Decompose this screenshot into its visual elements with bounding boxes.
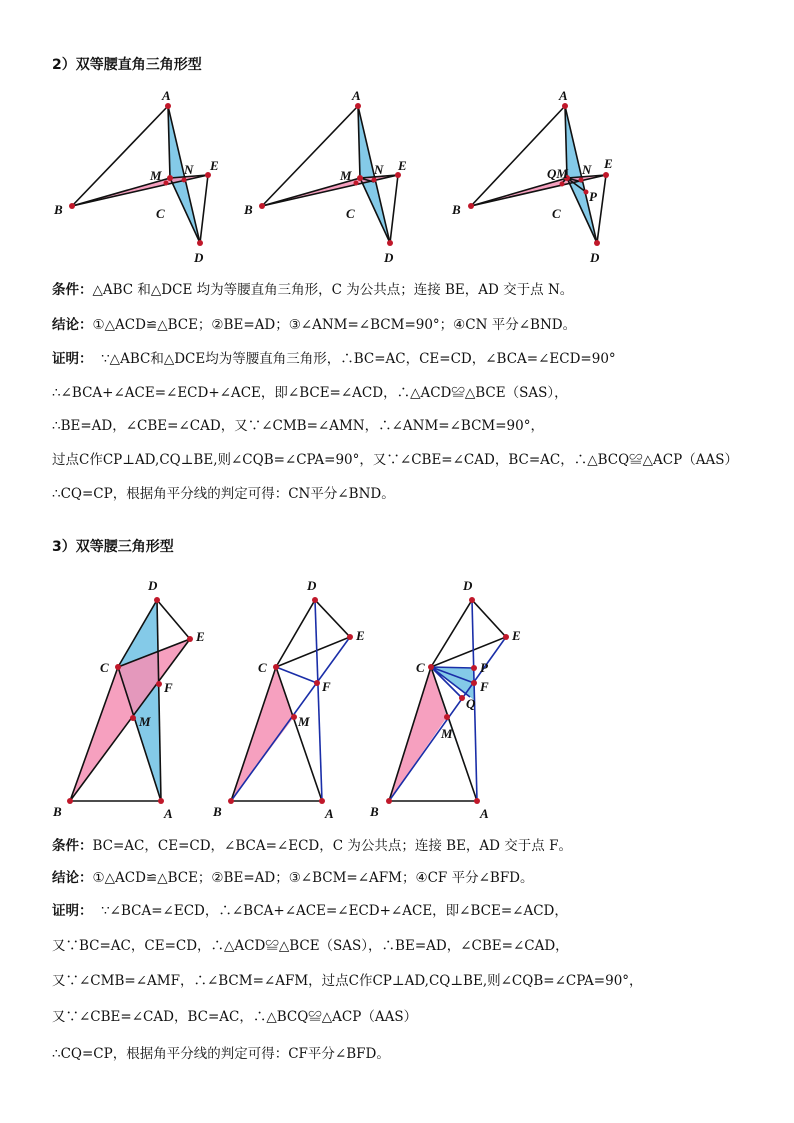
point-f: [471, 680, 477, 686]
label-m: M: [298, 714, 310, 729]
label-c: C: [552, 206, 561, 221]
section3-proof-line-4: 又∵∠CBE=∠CAD，BC=AC，∴△BCQ≌△ACP（AAS）: [52, 1009, 418, 1025]
section3-proof-line-3: 又∵∠CMB=∠AMF，∴∠BCM=∠AFM，过点C作CP⊥AD,CQ⊥BE,则∠CQB=∠CPA=90°，: [52, 973, 643, 989]
section3-condition: [52, 834, 572, 854]
point-e: [503, 634, 509, 640]
label-b: B: [54, 202, 63, 217]
triangle-dce: [431, 600, 506, 667]
label-m: M: [150, 168, 162, 183]
label-e: E: [512, 628, 521, 643]
label-n: N: [184, 162, 194, 177]
section3-proof-line-5: ∴CQ=CP，根据角平分线的判定可得：CF平分∠BFD。: [52, 1046, 390, 1062]
label-m: M: [139, 714, 151, 729]
section2-proof-line-5: ∴CQ=CP，根据角平分线的判定可得：CN平分∠BND。: [52, 486, 395, 502]
condition-text: △ABC 和△DCE 均为等腰直角三角形，C 为公共点；连接 BE，AD 交于点 N。: [92, 282, 574, 298]
label-f: F: [480, 679, 489, 694]
label-e: E: [604, 156, 613, 171]
conclusion-key: 结论：: [52, 317, 93, 333]
label-qm: QM: [547, 166, 568, 181]
proof-line: ∵∠BCA=∠ECD，∴∠BCA+∠ACE=∠ECD+∠ACE，即∠BCE=∠ACD，: [101, 903, 568, 919]
section3-proof-line-2: 又∵BC=AC，CE=CD，∴△ACD≌△BCE（SAS），∴BE=AD，∠CBE=∠CAD，: [52, 938, 569, 954]
label-f: F: [322, 679, 331, 694]
label-b: B: [370, 804, 379, 819]
label-e: E: [196, 629, 205, 644]
condition-text: BC=AC，CE=CD，∠BCA=∠ECD，C 为公共点；连接 BE，AD 交于点 F。: [92, 838, 572, 854]
proof-key: 证明：: [52, 903, 93, 919]
section2-proof-line-4: 过点C作CP⊥AD,CQ⊥BE,则∠CQB=∠CPA=90°，又∵∠CBE=∠CAD，BC=AC，∴△BCQ≌△ACP（AAS）: [52, 452, 738, 468]
point-b: [386, 798, 392, 804]
label-n: N: [582, 162, 592, 177]
label-b: B: [213, 804, 222, 819]
point-p: [471, 665, 477, 671]
label-p: P: [589, 189, 597, 204]
label-d: D: [307, 578, 317, 593]
label-b: B: [244, 202, 253, 217]
condition-key: 条件：: [52, 282, 93, 298]
section3-conclusion: [52, 866, 534, 886]
label-d: D: [194, 250, 204, 265]
label-b: B: [53, 804, 62, 819]
proof-key: 证明：: [52, 351, 93, 367]
label-p: P: [480, 660, 488, 675]
point-c: [428, 664, 434, 670]
label-a: A: [352, 88, 361, 103]
label-d: D: [590, 250, 600, 265]
label-e: E: [398, 158, 407, 173]
point-q: [459, 695, 465, 701]
label-f: F: [164, 680, 173, 695]
section2-proof-line-3: ∴BE=AD，∠CBE=∠CAD，又∵∠CMB=∠AMN，∴∠ANM=∠BCM=90°，: [52, 418, 544, 434]
label-e: E: [356, 628, 365, 643]
point-a: [474, 798, 480, 804]
label-c: C: [100, 660, 109, 675]
label-c: C: [346, 206, 355, 221]
label-d: D: [148, 578, 158, 593]
label-a: A: [162, 88, 171, 103]
label-m: M: [441, 726, 453, 741]
label-d: D: [384, 250, 394, 265]
section2-heading: 2）双等腰直角三角形型: [52, 57, 202, 73]
label-q: Q: [466, 696, 476, 711]
proof-line: ∵△ABC和△DCE均为等腰直角三角形，∴BC=AC，CE=CD，∠BCA=∠ECD=90°: [101, 351, 616, 367]
label-d: D: [463, 578, 473, 593]
label-n: N: [374, 162, 384, 177]
section3-heading: 3）双等腰三角形型: [52, 539, 174, 555]
label-a: A: [325, 806, 334, 821]
label-a: A: [559, 88, 568, 103]
conclusion-text: ①△ACD≌△BCE；②BE=AD；③∠BCM=∠AFM；④CF 平分∠BFD。: [92, 870, 534, 886]
label-e: E: [210, 158, 219, 173]
label-b: B: [452, 202, 461, 217]
condition-key: 条件：: [52, 838, 93, 854]
section3-proof-line-1: [52, 899, 568, 919]
label-c: C: [156, 206, 165, 221]
point-d: [469, 597, 475, 603]
label-a: A: [480, 806, 489, 821]
conclusion-key: 结论：: [52, 870, 93, 886]
section2-proof-line-2: ∴∠BCA+∠ACE=∠ECD+∠ACE，即∠BCE=∠ACD，∴△ACD≌△BCE（SAS），: [52, 385, 568, 401]
label-a: A: [164, 806, 173, 821]
label-m: M: [340, 168, 352, 183]
label-c: C: [258, 660, 267, 675]
conclusion-text: ①△ACD≌△BCE；②BE=AD；③∠ANM=∠BCM=90°；④CN 平分∠BND。: [92, 317, 577, 333]
point-m: [444, 714, 450, 720]
label-c: C: [416, 660, 425, 675]
